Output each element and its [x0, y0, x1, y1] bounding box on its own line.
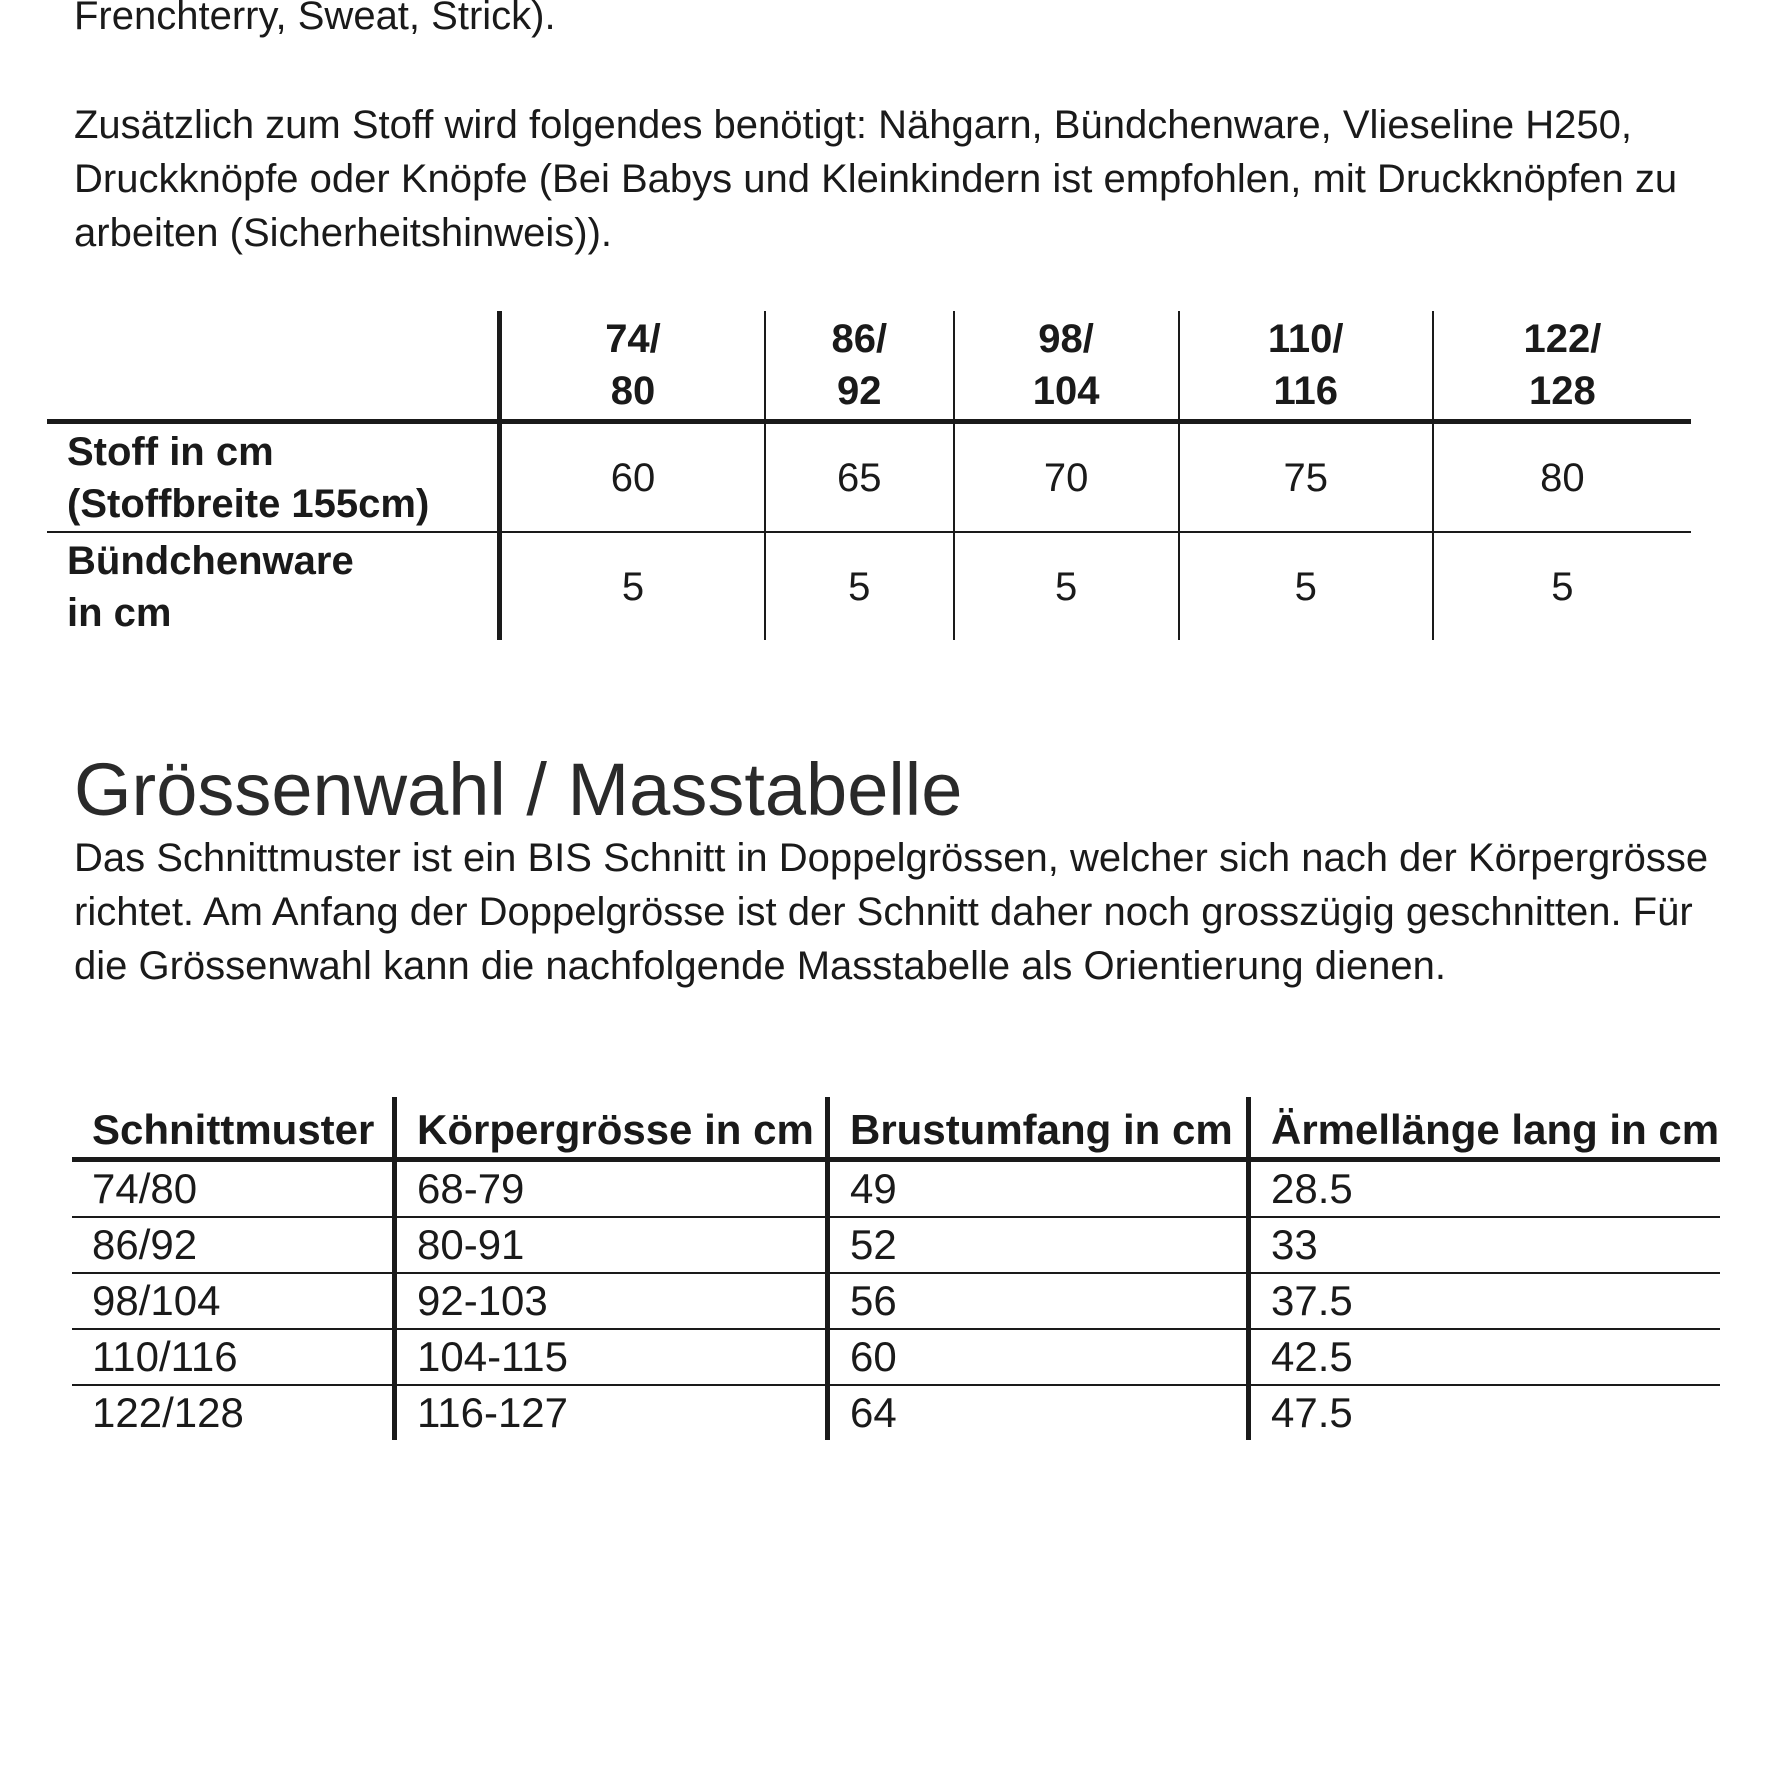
size-header-line2: 92	[837, 369, 882, 413]
cell-brustumfang: 49	[828, 1160, 1249, 1218]
size-header-line2: 104	[1032, 369, 1100, 413]
size-section-heading: Grössenwahl / Masstabelle	[74, 748, 963, 831]
additional-materials-text: Zusätzlich zum Stoff wird folgendes benötigt: Nähgarn, Bündchenware, Vlieseline H250, Druckknöpfe oder Knöpfe (Bei Babys und Kleinkindern ist empfohlen, mit Druckknöpfen zu arbeiten (Sicherheitshinweis)).	[74, 103, 1678, 255]
cell-aermellaenge: 33	[1249, 1217, 1721, 1273]
fabric-cell: 5	[1179, 532, 1433, 640]
cell-schnittmuster: 98/104	[72, 1273, 395, 1329]
cell-aermellaenge: 42.5	[1249, 1329, 1721, 1385]
row-label-stoff	[47, 422, 500, 533]
size-header-122-128	[1433, 311, 1691, 422]
cell-koerpergroesse: 92-103	[395, 1273, 828, 1329]
cell-aermellaenge: 28.5	[1249, 1160, 1721, 1218]
cell-schnittmuster: 74/80	[72, 1160, 395, 1218]
size-header-line1: 122/	[1523, 317, 1602, 361]
fabric-cell: 65	[765, 422, 954, 533]
cell-koerpergroesse: 116-127	[395, 1385, 828, 1440]
size-header-86-92	[765, 311, 954, 422]
fabric-requirements-table	[47, 311, 1691, 640]
size-header-110-116	[1179, 311, 1433, 422]
header-koerpergroesse: Körpergrösse in cm	[395, 1097, 828, 1160]
size-header-line2: 80	[610, 369, 656, 413]
size-header-74-80	[500, 311, 766, 422]
cell-aermellaenge: 47.5	[1249, 1385, 1721, 1440]
size-header-line1: 110/	[1267, 317, 1344, 361]
size-section-text: Das Schnittmuster ist ein BIS Schnitt in Doppelgrössen, welcher sich nach der Körpergrösse richtet. Am Anfang der Doppelgrösse ist der Schnitt daher noch grosszügig geschnitten. Für die Grössenwahl kann die nachfolgende Masstabelle als Orientierung dienen.	[74, 836, 1709, 988]
cell-brustumfang: 56	[828, 1273, 1249, 1329]
fabric-cell: 75	[1179, 422, 1433, 533]
fabric-row-stoff	[47, 422, 1691, 533]
cell-koerpergroesse: 68-79	[395, 1160, 828, 1218]
cell-koerpergroesse: 80-91	[395, 1217, 828, 1273]
table-row	[72, 1385, 1720, 1440]
size-header-line1: 74/	[605, 317, 661, 361]
size-header-line1: 98/	[1038, 317, 1094, 361]
cell-aermellaenge: 37.5	[1249, 1273, 1721, 1329]
fabric-row-buendchenware	[47, 532, 1691, 640]
cell-brustumfang: 52	[828, 1217, 1249, 1273]
size-table-header-row	[72, 1097, 1720, 1160]
cell-brustumfang: 60	[828, 1329, 1249, 1385]
table-row	[72, 1217, 1720, 1273]
fabric-cell: 70	[954, 422, 1179, 533]
table-row	[72, 1329, 1720, 1385]
fabric-cell: 5	[1433, 532, 1691, 640]
fabric-table-corner	[47, 311, 500, 422]
size-header-98-104	[954, 311, 1179, 422]
fabric-cell: 5	[765, 532, 954, 640]
table-row	[72, 1160, 1720, 1218]
row-label-line2: in cm	[67, 590, 172, 635]
fabric-cell: 80	[1433, 422, 1691, 533]
cell-schnittmuster: 110/116	[72, 1329, 395, 1385]
cell-koerpergroesse: 104-115	[395, 1329, 828, 1385]
fabric-cell: 5	[500, 532, 766, 640]
row-label-line1: Bündchenware	[67, 538, 354, 583]
header-aermellaenge: Ärmellänge lang in cm	[1249, 1097, 1721, 1160]
size-header-line2: 128	[1529, 369, 1596, 413]
header-schnittmuster: Schnittmuster	[72, 1097, 395, 1160]
size-header-line2: 116	[1273, 369, 1338, 413]
size-measurement-table	[72, 1097, 1720, 1440]
fabric-list-tail: Frenchterry, Sweat, Strick).	[74, 0, 556, 38]
table-row	[72, 1273, 1720, 1329]
fabric-cell: 60	[500, 422, 766, 533]
size-header-line1: 86/	[831, 317, 888, 361]
cell-schnittmuster: 122/128	[92, 1389, 244, 1436]
fabric-table-header-row	[47, 311, 1691, 422]
header-brustumfang: Brustumfang in cm	[828, 1097, 1249, 1160]
row-label-line1: Stoff in cm	[67, 429, 274, 474]
fabric-cell: 5	[954, 532, 1179, 640]
cell-brustumfang: 64	[828, 1385, 1249, 1440]
row-label-buendchenware	[47, 532, 500, 640]
cell-schnittmuster: 86/92	[72, 1217, 395, 1273]
row-label-line2: (Stoffbreite 155cm)	[67, 481, 430, 526]
